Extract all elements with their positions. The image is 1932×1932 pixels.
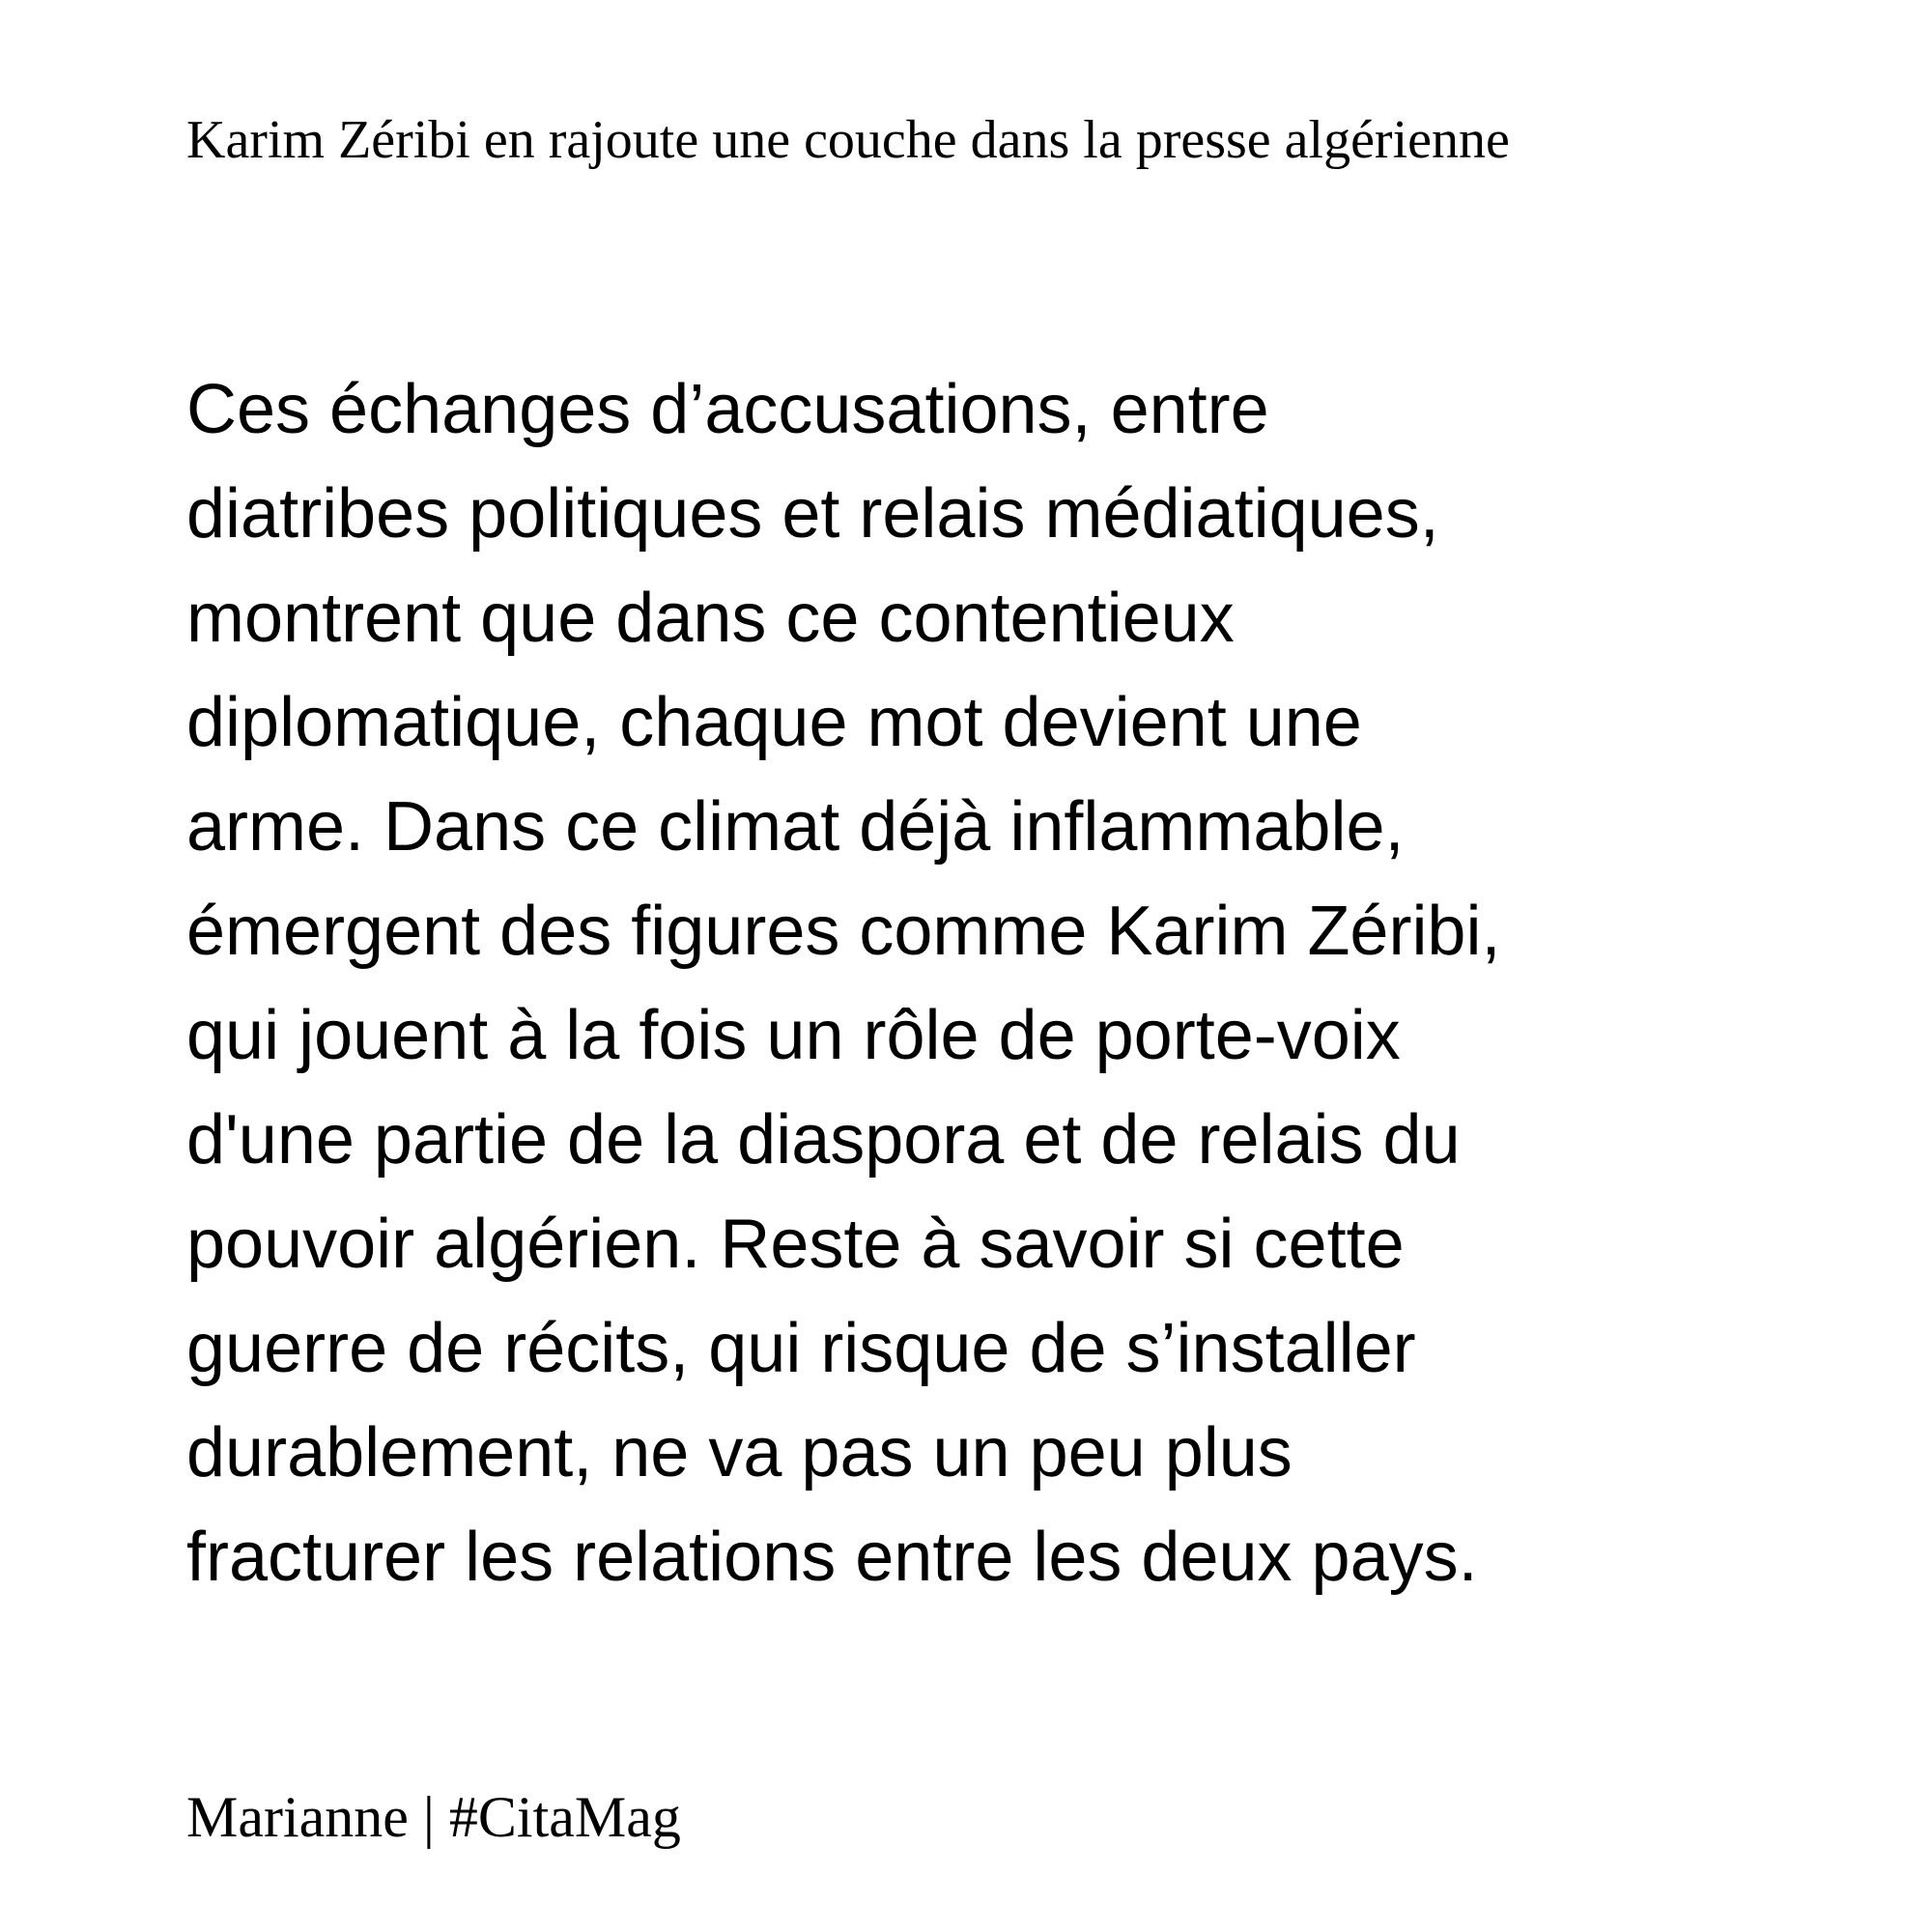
quote-line: diplomatique, chaque mot devient une (186, 684, 1362, 761)
quote-line: émergent des figures comme Karim Zéribi, (186, 893, 1501, 970)
quote-line: Ces échanges d’accusations, entre (186, 371, 1269, 448)
quote-text (186, 357, 1500, 1609)
quote-line: d'une partie de la diaspora et de relais du (186, 1101, 1461, 1179)
quote-line: montrent que dans ce contentieux (186, 580, 1235, 657)
quote-line: pouvoir algérien. Reste à savoir si cette (186, 1206, 1405, 1283)
quote-line: qui jouent à la fois un rôle de porte-voix (186, 997, 1401, 1074)
quote-line: guerre de récits, qui risque de s’installer (186, 1310, 1416, 1387)
source-footer: Marianne | #CitaMag (186, 1785, 681, 1849)
headline: Karim Zéribi en rajoute une couche dans la presse algérienne (186, 110, 1510, 170)
quote-line: durablement, ne va pas un peu plus (186, 1414, 1293, 1492)
quote-line: diatribes politiques et relais médiatiques, (186, 475, 1439, 553)
quote-line: arme. Dans ce climat déjà inflammable, (186, 788, 1405, 866)
quote-line: fracturer les relations entre les deux pays. (186, 1519, 1478, 1596)
